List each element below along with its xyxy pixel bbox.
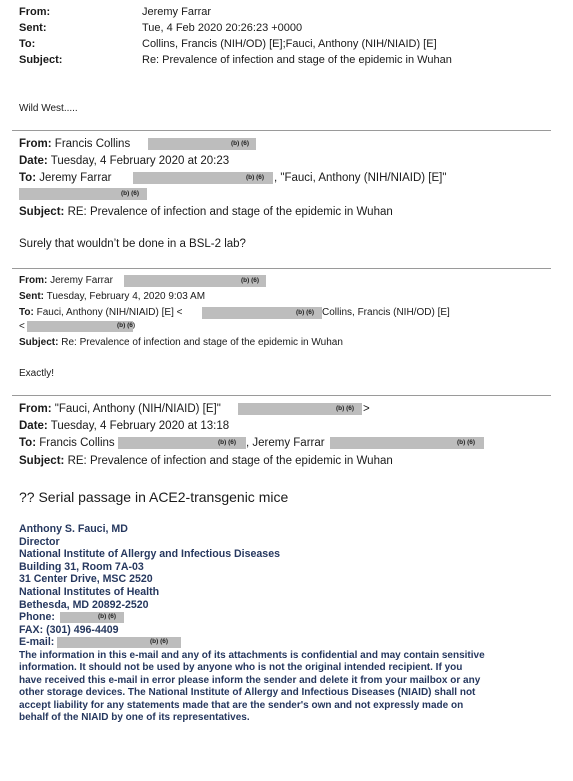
signature-nih: National Institutes of Health [19, 586, 160, 598]
signature-street: 31 Center Drive, MSC 2520 [19, 573, 153, 586]
email3-to: To: Fauci, Anthony (NIH/NIAID) [E] < [19, 307, 183, 318]
signature-email-label: E-mail: [19, 636, 55, 649]
email4-to-continued: , Jeremy Farrar [246, 437, 325, 449]
email4-to: To: Francis Collins [19, 437, 115, 449]
email4-from-bracket: > [363, 403, 370, 415]
email2-to: To: Jeremy Farrar [19, 172, 112, 184]
divider [12, 268, 551, 269]
email4-from: From: "Fauci, Anthony (NIH/NIAID) [E]" [19, 403, 221, 415]
email4-subject: Subject: RE: Prevalence of infection and stage of the epidemic in Wuhan [19, 455, 393, 467]
email2-body: Surely that wouldn’t be done in a BSL-2 lab? [19, 238, 246, 250]
divider [12, 395, 551, 396]
disclaimer-line: behalf of the NIAID by one of its representatives. [19, 712, 250, 723]
to-value: Collins, Francis (NIH/OD) [E];Fauci, Anthony (NIH/NIAID) [E] [142, 38, 437, 50]
disclaimer-line: information. It should not be used by anyone who is not the original intended recipient. If you [19, 662, 463, 674]
redaction-code: (b) (6) [150, 638, 169, 645]
email3-to-continued: Collins, Francis (NIH/OD) [E] [322, 307, 450, 318]
email3-body: Exactly! [19, 368, 55, 379]
signature-title: Director [19, 535, 60, 548]
divider [12, 130, 551, 131]
body-text-1: Wild West..... [19, 103, 78, 114]
email2-subject: Subject: RE: Prevalence of infection and stage of the epidemic in Wuhan [19, 206, 393, 218]
signature-name: Anthony S. Fauci, MD [19, 523, 128, 535]
redaction-code: (b) (6) [218, 439, 237, 446]
redaction-code: (b) (6) [296, 309, 315, 316]
disclaimer-line: have received this e-mail in error please inform the sender and delete it from your mailbox or any [19, 674, 481, 686]
email2-date: Date: Tuesday, 4 February 2020 at 20:23 [19, 155, 230, 167]
sent-label: Sent: [19, 22, 47, 34]
subject-value: Re: Prevalence of infection and stage of the epidemic in Wuhan [142, 54, 452, 66]
signature-phone-label: Phone: [19, 611, 55, 624]
redaction-code: (b) (6) [336, 405, 355, 412]
email4-body: ?? Serial passage in ACE2-transgenic mice [19, 489, 289, 505]
disclaimer-line: accept liability for any statements made that are the sender's own and not expressly made on [19, 699, 464, 711]
redaction-code: (b) (6) [457, 439, 476, 446]
redaction-code: (b) (6) [246, 174, 265, 181]
email4-date: Date: Tuesday, 4 February 2020 at 13:18 [19, 420, 230, 432]
email2-to-continued: , "Fauci, Anthony (NIH/NIAID) [E]" [274, 172, 447, 184]
email3-sent: Sent: Tuesday, February 4, 2020 9:03 AM [19, 291, 206, 302]
from-value: Jeremy Farrar [142, 6, 212, 18]
from-label: From: [19, 6, 51, 18]
to-label: To: [19, 38, 36, 50]
signature-fax: FAX: (301) 496-4409 [19, 623, 119, 636]
sent-value: Tue, 4 Feb 2020 20:26:23 +0000 [142, 22, 303, 34]
disclaimer-line: The information in this e-mail and any of its attachments is confidential and may contain sensitive [19, 650, 485, 661]
redaction-code: (b) (6) [117, 322, 136, 329]
redaction-code: (b) (6) [98, 613, 117, 620]
redaction-code: (b) (6) [231, 140, 250, 147]
email3-subject: Subject: Re: Prevalence of infection and stage of the epidemic in Wuhan [19, 337, 343, 348]
signature-building: Building 31, Room 7A-03 [19, 560, 144, 573]
signature-city: Bethesda, MD 20892-2520 [19, 598, 149, 611]
email2-from: From: Francis Collins [19, 138, 131, 150]
email3-from: From: Jeremy Farrar [19, 275, 113, 286]
subject-label: Subject: [19, 54, 63, 66]
redaction-code: (b) (6) [121, 190, 140, 197]
signature-institute: National Institute of Allergy and Infectious Diseases [19, 548, 280, 561]
redaction-code: (b) (6) [241, 277, 260, 284]
disclaimer-line: other storage devices. The National Institute of Allergy and Infectious Diseases (NIAID) shall not [19, 687, 476, 699]
email3-to-bracket: < [19, 321, 25, 332]
